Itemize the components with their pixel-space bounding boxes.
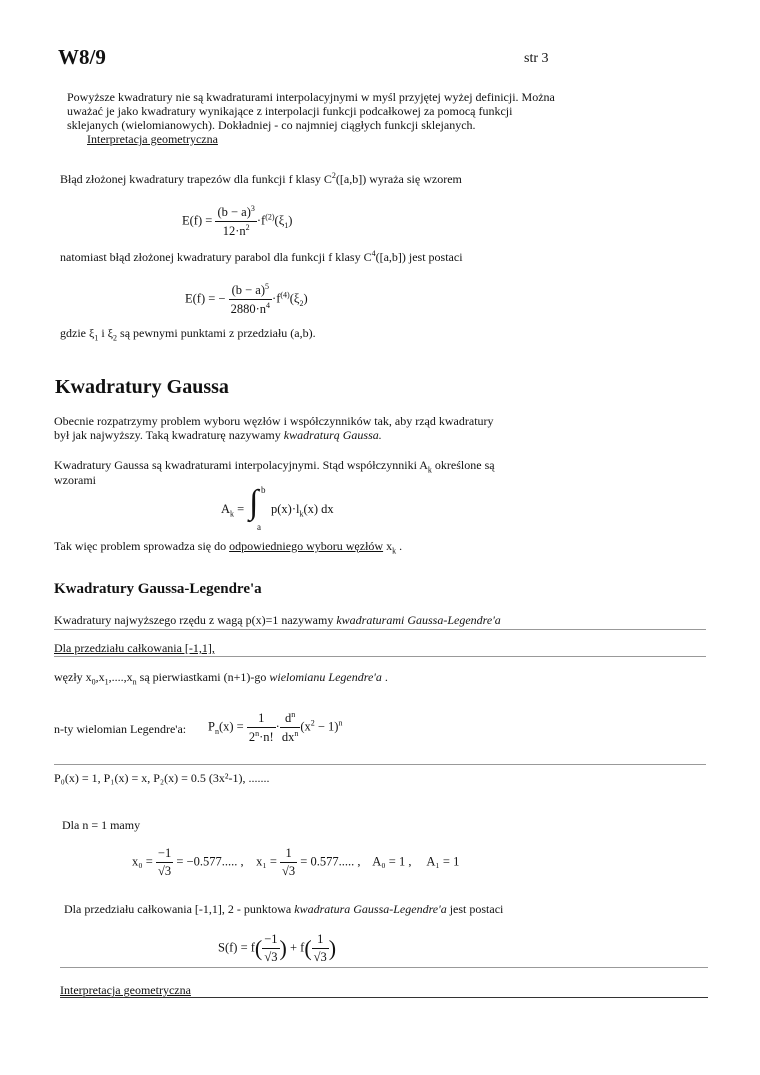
gauss-p3: Tak więc problem sprowadza się do odpowiedniego wyboru węzłów $x_k$ . (54, 539, 403, 556)
legendre-nodes-text: węzły $x_0,x_1,....,x_n$ są pierwiastkami (n+1)-go wielomianu Legendre'a . (54, 670, 388, 687)
divider-4 (60, 967, 708, 968)
page-title: W8/9 (58, 45, 106, 69)
divider-3 (54, 764, 706, 765)
xi-explanation: gdzie $\xi_1$ i $\xi_2$ są pewnymi punktami z przedziału (a,b). (60, 326, 316, 343)
node-selection-link[interactable]: odpowiedniego wyboru węzłów (229, 539, 384, 553)
gauss-p2-line1: Kwadratury Gaussa są kwadraturami interpolacyjnymi. Stąd współczynniki $A_k$ określone są (54, 458, 495, 475)
legendre-interval-link[interactable]: Dla przedziału całkowania [-1,1], (54, 641, 215, 655)
two-point-formula: S(f) = f( $\frac{-1}{√3}$ ) + f( $\frac{1}{√3}$ ) (218, 932, 337, 964)
section-heading-gauss: Kwadratury Gaussa (55, 376, 229, 398)
divider-5 (60, 997, 708, 998)
intro-line-3: sklejanych (wielomianowych). Dokładniej - co najmniej ciągłych funkcji sklejanych. (67, 118, 476, 132)
two-point-text: Dla przedziału całkowania [-1,1], 2 - punktowa kwadratura Gaussa-Legendre'a jest postaci (64, 902, 504, 916)
legendre-poly-label: n-ty wielomian Legendre'a: (54, 722, 187, 736)
nodes-formula: x₀ = $\frac{-1}{√3}$ = −0.577..... , x₁ = $\frac{1}{√3}$ = 0.577..... , A₀ = 1 , A₁ = 1 (132, 846, 460, 878)
trapezoid-error-text: Błąd złożonej kwadratury trapezów dla funkcji f klasy $C^2([a,b])$ wyraża się wzorem (60, 171, 462, 186)
legendre-poly-values: P₀(x) = 1, P₁(x) = x, P₂(x) = 0.5 (3x²-1), ....... (54, 771, 270, 785)
divider-1 (54, 629, 706, 630)
gauss-p1-line1: Obecnie rozpatrzymy problem wyboru węzłów i współczynników tak, aby rząd kwadratury (54, 414, 494, 428)
parabola-error-formula: E(f) = − $\frac{(b - a)^5}{2880\cdot n^4}$ $\cdot f^{(4)}(\xi_2)$ (185, 282, 308, 317)
gauss-p1-line2: był jak najwyższy. Taką kwadraturę nazywamy kwadraturą Gaussa. (54, 428, 382, 442)
integral-sign: ∫ (249, 484, 259, 521)
trapezoid-error-formula: E(f) = $\frac{(b - a)^3}{12\cdot n^2}$ $\cdot f^{(2)}(\xi_1)$ (182, 204, 293, 239)
ak-formula: $A_k$ = ∫ b a $p(x)\cdot l_k(x)$ dx (221, 484, 334, 532)
gauss-p2-line2: wzorami (54, 473, 96, 487)
n-equals-1: Dla n = 1 mamy (62, 818, 141, 832)
section-heading-gauss-legendre: Kwadratury Gaussa-Legendre'a (54, 581, 262, 597)
legendre-line1: Kwadratury najwyższego rzędu z wagą p(x)=1 nazywamy kwadraturami Gaussa-Legendre'a (54, 613, 501, 627)
page-number: str 3 (524, 51, 549, 66)
intro-line-2: uważać je jako kwadratury wynikające z interpolacji funkcji podcałkowej za pomocą funkcji (67, 104, 513, 118)
intro-line-1: Powyższe kwadratury nie są kwadraturami interpolacyjnymi w myśl przyjętej wyżej definicji. Można (67, 90, 555, 104)
footer-geometric-interpretation-link[interactable]: Interpretacja geometryczna (60, 983, 191, 997)
divider-2 (54, 656, 706, 657)
geometric-interpretation-link[interactable]: Interpretacja geometryczna (87, 132, 218, 146)
legendre-poly-formula: $P_n(x)$ = $\frac{1}{2^n\cdot n!}$ · $\frac{d^n}{dx^n}$ $(x^2 - 1)^n$ (208, 710, 343, 745)
parabola-error-text: natomiast błąd złożonej kwadratury parabol dla funkcji f klasy $C^4([a,b])$ jest postaci (60, 249, 463, 264)
